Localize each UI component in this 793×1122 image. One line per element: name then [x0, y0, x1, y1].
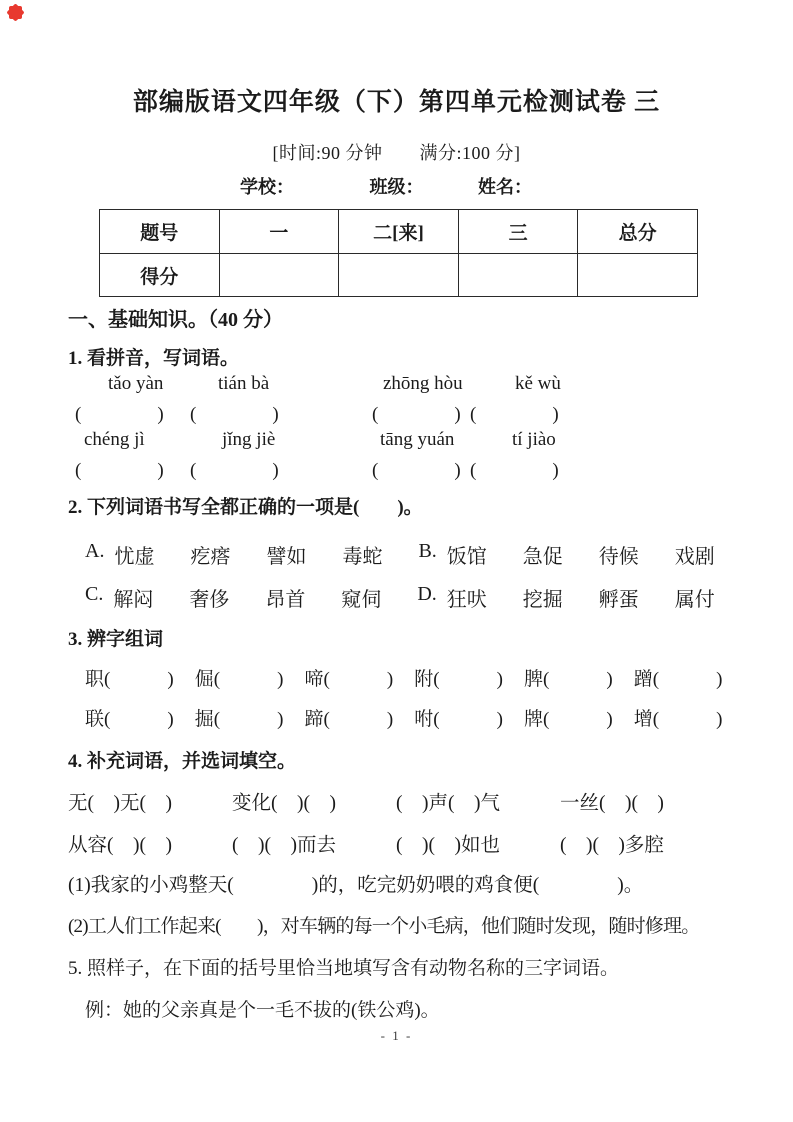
option-word: 疙瘩 [190, 546, 231, 568]
phrase-blank: 无( )无( ) [68, 793, 172, 814]
character: 附 [414, 669, 434, 690]
char-blank-item [414, 664, 519, 691]
pinyin: tāng yuán [380, 429, 455, 450]
q5-example: 例：她的父亲真是个一毛不拔的(铁公鸡)。 [85, 1000, 440, 1021]
phrase-blank: 变化( )( ) [231, 793, 336, 814]
character: 咐 [414, 709, 434, 730]
page-title: 部编版语文四年级（下）第四单元检测试卷 三 [132, 89, 661, 116]
q4-phrases-line1 [68, 787, 664, 815]
char-blank-item [305, 664, 410, 691]
char-blank-item [85, 704, 190, 731]
phrase-blank: ( )( )而去 [231, 835, 336, 856]
answer-blank: ( ) [323, 669, 394, 690]
option-word: 狂吠 [446, 589, 487, 611]
pinyin: zhōng hòu [383, 373, 463, 394]
answer-blank: ( ) [213, 709, 284, 730]
char-blank-item [414, 704, 519, 731]
score-row-label: 得分 [100, 254, 220, 297]
phrase-blank: ( )( )如也 [395, 835, 500, 856]
phrase-blank: ( )声( )气 [395, 793, 500, 814]
score-table-header: 题号 [100, 210, 220, 254]
q2-options-row-cd [85, 583, 715, 612]
character: 联 [85, 709, 105, 730]
option-word: 急促 [522, 546, 563, 568]
pinyin: chéng jì [84, 429, 145, 450]
score-table-header: 三 [458, 210, 578, 254]
option-word: 窥伺 [341, 589, 382, 611]
q4-sub2: (2)工人们工作起来( )，对车辆的每一个小毛病，他们随时发现，随时修理。 [68, 916, 700, 937]
answer-blank: ( ) [213, 669, 284, 690]
pinyin: jǐng jiè [222, 429, 276, 450]
character: 蹭 [633, 669, 653, 690]
character: 掘 [194, 709, 214, 730]
score-table-header: 总分 [578, 210, 698, 254]
page-number: - 1 - [380, 1028, 413, 1043]
corner-stamp-icon [9, 6, 22, 19]
char-blank-item [195, 664, 300, 691]
q4-title: 4. 补充词语，并选词填空。 [68, 751, 297, 772]
phrase-blank: 从容( )( ) [68, 835, 172, 856]
exam-time-score: [时间:90 分钟 满分:100 分] [272, 143, 521, 163]
option-word: 忧虚 [114, 546, 155, 568]
answer-blank: ( ) [543, 709, 613, 730]
char-blank-item [524, 664, 629, 691]
pinyin: kě wù [515, 373, 561, 394]
school-label: 学校： [240, 177, 294, 197]
pinyin: tǎo yàn [108, 373, 164, 394]
q3-row2 [85, 704, 739, 731]
q1-pinyin-row1 [0, 373, 793, 399]
pinyin: tí jiào [512, 429, 556, 450]
option-word: 挖掘 [522, 589, 563, 611]
character: 牌 [524, 709, 544, 730]
answer-blank: ( ) [433, 669, 503, 690]
char-blank-item [524, 704, 629, 731]
character: 职 [85, 669, 105, 690]
q4-phrases-line2 [68, 829, 664, 857]
q3-row1 [85, 664, 739, 691]
score-table-header: 一 [219, 210, 339, 254]
character: 啼 [304, 669, 324, 690]
phrase-blank: ( )( )多腔 [559, 835, 664, 856]
char-blank-item [634, 704, 739, 731]
score-cell [219, 254, 339, 297]
q1-blank-row1 [0, 399, 793, 425]
answer-blank: ( ) [372, 404, 461, 425]
character: 增 [633, 709, 653, 730]
option-word: 奢侈 [189, 589, 230, 611]
answer-blank: ( ) [75, 404, 164, 425]
q2-title: 2. 下列词语书写全都正确的一项是( )。 [68, 497, 423, 518]
q3-title: 3. 辨字组词 [68, 629, 164, 650]
answer-blank: ( ) [652, 669, 723, 690]
q1-pinyin-row2 [0, 429, 793, 455]
answer-blank: ( ) [470, 460, 559, 481]
option-word: 待候 [598, 546, 639, 568]
option-word: 孵蛋 [598, 589, 639, 611]
option-word: 解闷 [113, 589, 154, 611]
option-label: B. [418, 540, 437, 562]
answer-blank: ( ) [372, 460, 461, 481]
character: 倔 [194, 669, 214, 690]
option-label: D. [417, 583, 437, 605]
answer-blank: ( ) [323, 709, 394, 730]
answer-blank: ( ) [104, 669, 174, 690]
q1-title: 1. 看拼音，写词语。 [68, 348, 240, 369]
answer-blank: ( ) [652, 709, 723, 730]
option-word: 昂首 [265, 589, 306, 611]
q4-sub1: (1)我家的小鸡整天( )的，吃完奶奶喂的鸡食便( )。 [68, 875, 644, 896]
section-heading: 一、基础知识。（40 分） [68, 309, 283, 331]
score-table-header-row [100, 210, 698, 254]
score-cell [578, 254, 698, 297]
q1-blank-row2 [0, 455, 793, 481]
score-table-score-row [100, 254, 698, 297]
option-word: 毒蛇 [342, 546, 383, 568]
char-blank-item [305, 704, 410, 731]
answer-blank: ( ) [104, 709, 174, 730]
class-label: 班级： [369, 177, 424, 197]
q2-options-row-ab [85, 540, 715, 569]
score-table-header: 二[来] [339, 210, 459, 254]
option-word: 譬如 [266, 546, 307, 568]
char-blank-item [85, 664, 190, 691]
char-blank-item [634, 664, 739, 691]
option-label: A. [85, 540, 105, 562]
option-word: 属付 [674, 589, 715, 611]
answer-blank: ( ) [433, 709, 503, 730]
student-info-row [240, 173, 532, 199]
answer-blank: ( ) [190, 404, 279, 425]
char-blank-item [195, 704, 300, 731]
answer-blank: ( ) [543, 669, 613, 690]
option-word: 戏剧 [674, 546, 715, 568]
q5-title: 5. 照样子，在下面的括号里恰当地填写含有动物名称的三字词语。 [68, 958, 620, 979]
answer-blank: ( ) [190, 460, 279, 481]
character: 脾 [524, 669, 544, 690]
character: 蹄 [304, 709, 324, 730]
pinyin: tián bà [218, 373, 270, 394]
score-cell [339, 254, 459, 297]
option-label: C. [85, 583, 104, 605]
score-cell [458, 254, 578, 297]
option-word: 饭馆 [446, 546, 487, 568]
answer-blank: ( ) [470, 404, 559, 425]
answer-blank: ( ) [75, 460, 164, 481]
phrase-blank: 一丝( )( ) [559, 793, 664, 814]
score-table [99, 209, 698, 297]
name-label: 姓名： [478, 177, 532, 197]
